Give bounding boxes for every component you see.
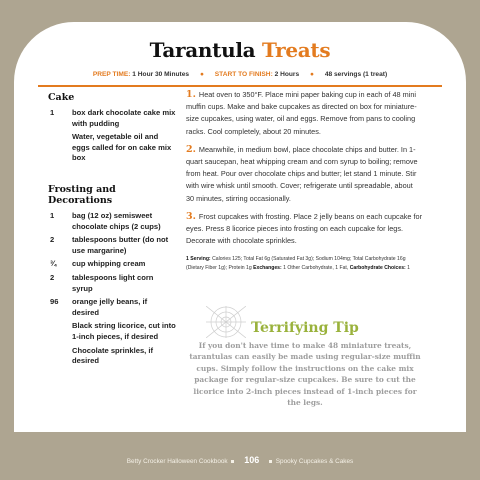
prep-time-value: 1 Hour 30 Minutes bbox=[132, 71, 190, 78]
ingredient-qty: 2 bbox=[50, 235, 55, 245]
recipe-title bbox=[14, 38, 466, 62]
ingredient-item bbox=[48, 211, 176, 232]
title-part-2: Treats bbox=[261, 38, 331, 62]
step-text: Meanwhile, in medium bowl, place chocolate chips and butter. In 1-quart saucepan, heat whipping cream and corn syrup to boiling; remove from heat. Pour over chocolate chips and butter; let stand 1 minute. Stir with wire whisk until smooth. Cover; refrigerate until spreadable, about 30 minutes, stirring occasionally. bbox=[186, 144, 418, 203]
book-title: Betty Crocker Halloween Cookbook bbox=[126, 458, 228, 465]
chapter-title: Spooky Cupcakes & Cakes bbox=[275, 458, 354, 465]
ingredient-text: box dark chocolate cake mix with pudding bbox=[72, 108, 176, 128]
serving-label: 1 Serving: bbox=[186, 256, 211, 263]
spiderweb-icon bbox=[206, 306, 246, 338]
step-number: 1. bbox=[186, 89, 196, 100]
square-bullet-icon bbox=[231, 460, 234, 463]
bullet-icon: ● bbox=[310, 71, 314, 78]
exchanges-label: Exchanges: bbox=[253, 265, 282, 272]
ingredients-column bbox=[48, 92, 176, 370]
ingredient-text: tablespoons light corn syrup bbox=[72, 272, 154, 293]
ingredient-text: bag (12 oz) semisweet chocolate chips (2 cups) bbox=[72, 210, 161, 231]
ingredient-qty: 96 bbox=[50, 297, 59, 307]
serving-text: Calories 125; Total Fat 6g (Saturated Fat 3g); Sodium 104mg; Total Carbohydrate 16g (Dietary Fiber 1g); Protein 1g bbox=[186, 256, 406, 272]
carb-choices-label: Carbohydrate Choices: bbox=[349, 265, 406, 272]
ingredient-item bbox=[48, 273, 176, 294]
ingredient-qty: 1 bbox=[50, 108, 55, 117]
divider bbox=[38, 85, 442, 87]
ingredient-item bbox=[48, 297, 176, 318]
step-number: 2. bbox=[186, 143, 196, 155]
direction-step bbox=[186, 144, 422, 205]
ingredient-text: Water, vegetable oil and eggs called for on cake mix box bbox=[72, 132, 172, 163]
ingredient-qty bbox=[48, 321, 72, 342]
ingredient-qty: 2 bbox=[50, 272, 55, 282]
ingredient-qty: ¾ bbox=[50, 259, 57, 269]
exchanges-text: 1 Other Carbohydrate, 1 Fat bbox=[283, 265, 347, 272]
title-part-1: Tarantula bbox=[149, 38, 256, 62]
ingredient-item bbox=[48, 108, 176, 129]
ingredient-qty bbox=[48, 346, 72, 367]
start-to-finish-value: 2 Hours bbox=[274, 71, 300, 78]
tip-body: If you don't have time to make 48 miniature treats, tarantulas can easily be made using regular-size muffin cups. Simply follow the instructions on the cake mix package for regular-size cupcakes. Be sure to cut the licorice into 2-inch pieces instead of 1-inch pieces for the legs. bbox=[189, 341, 421, 408]
ingredient-text: tablespoons butter (do not use margarine) bbox=[72, 235, 169, 255]
ingredient-text: cup whipping cream bbox=[72, 259, 146, 269]
ingredient-item bbox=[48, 235, 176, 256]
square-bullet-icon bbox=[269, 460, 272, 463]
prep-time-label: PREP TIME: bbox=[92, 71, 131, 78]
direction-step bbox=[186, 89, 422, 138]
page-number: 106 bbox=[244, 455, 260, 465]
ingredient-qty bbox=[48, 132, 72, 164]
tip-title: Terrifying Tip bbox=[186, 320, 424, 336]
direction-step bbox=[186, 211, 422, 248]
nutrition-info: 1 Serving: Calories 125; Total Fat 6g (Saturated Fat 3g); Sodium 104mg; Total Carbohydrate 16g (Dietary Fiber 1g); Protein 1g Exchanges: 1 Other Carbohydrate, 1 Fat, Carbohydrate Choices: 1 bbox=[186, 256, 410, 272]
start-to-finish-label: START TO FINISH: bbox=[214, 71, 273, 78]
page-footer bbox=[0, 455, 480, 465]
ingredient-item bbox=[48, 321, 176, 342]
section-heading-cake: Cake bbox=[48, 92, 75, 103]
ingredient-item bbox=[48, 132, 176, 164]
ingredient-text: Black string licorice, cut into 1-inch pieces, if desired bbox=[72, 321, 176, 341]
ingredient-qty: 1 bbox=[50, 210, 55, 220]
carb-choices-text: 1 bbox=[407, 265, 410, 272]
ingredient-item bbox=[48, 346, 176, 367]
bullet-icon: ● bbox=[199, 71, 204, 78]
section-heading-frosting: Frosting and Decorations bbox=[48, 183, 116, 206]
directions bbox=[186, 89, 422, 273]
step-number: 3. bbox=[186, 210, 196, 222]
servings: 48 servings (1 treat) bbox=[324, 71, 388, 78]
ingredient-text: Chocolate sprinkles, if desired bbox=[72, 345, 154, 366]
terrifying-tip bbox=[186, 320, 424, 408]
step-text: Frost cupcakes with frosting. Place 2 jelly beans on each cupcake for eyes. Press 8 licorice pieces into frosting on each cupcake for legs. Decorate with chocolate sprinkles. bbox=[186, 211, 422, 246]
recipe-meta bbox=[14, 71, 466, 78]
step-text: Heat oven to 350°F. Place mini paper baking cup in each of 48 mini muffin cups. Make and bake cupcakes as directed on box for miniature-size cupcakes, using water, oil and eggs. Remove from pans to cooling racks. Cool completely, about 20 minutes. bbox=[186, 90, 417, 136]
ingredient-text: orange jelly beans, if desired bbox=[72, 297, 148, 317]
ingredient-item bbox=[48, 259, 176, 270]
